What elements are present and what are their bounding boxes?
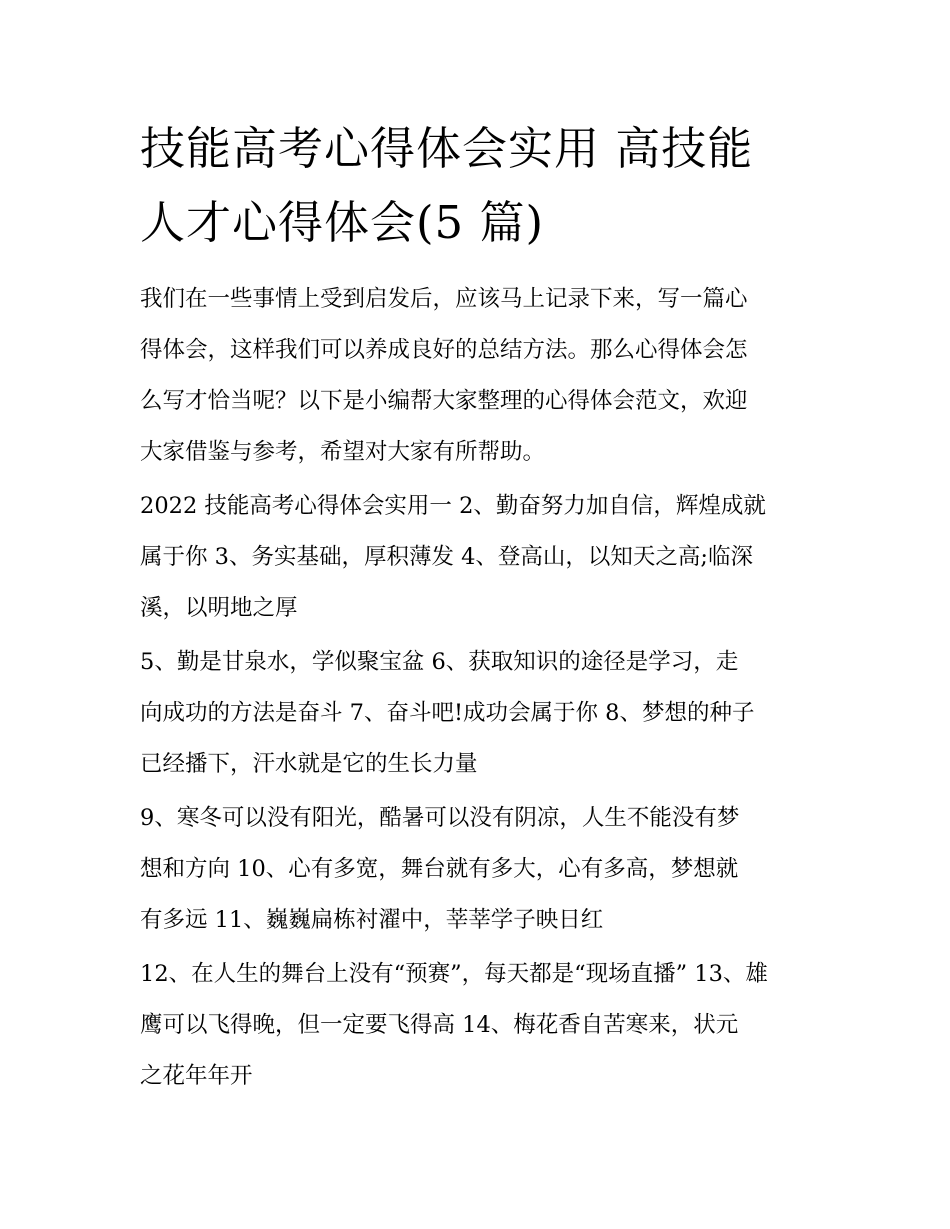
text-line: 想和方向 10、心有多宽，舞台就有多大，心有多高，梦想就 <box>140 856 739 882</box>
text-line: 么写才恰当呢？以下是小编帮大家整理的心得体会范文，欢迎 <box>140 388 748 414</box>
title-line: 人才心得体会(5 篇) <box>140 196 545 249</box>
slogan-paragraph-3 <box>140 793 812 946</box>
text-line: 向成功的方法是奋斗 7、奋斗吧!成功会属于你 8、梦想的种子 <box>140 700 755 726</box>
text-line: 溪，以明地之厚 <box>140 595 298 621</box>
text-line: 属于你 3、务实基础，厚积薄发 4、登高山，以知天之高;临深 <box>140 544 754 570</box>
document-title <box>140 112 812 260</box>
document-body <box>140 112 812 1102</box>
intro-paragraph <box>140 274 812 478</box>
text-line: 9、寒冬可以没有阳光，酷暑可以没有阴凉，人生不能没有梦 <box>140 805 740 831</box>
text-line: 5、勤是甘泉水，学似聚宝盆 6、获取知识的途径是学习，走 <box>140 649 739 675</box>
text-line: 12、在人生的舞台上没有“预赛”，每天都是“现场直播” 13、雄 <box>140 961 768 987</box>
slogan-paragraph-4 <box>140 949 812 1102</box>
slogan-paragraph-2 <box>140 637 812 790</box>
text-line: 我们在一些事情上受到启发后，应该马上记录下来，写一篇心 <box>140 286 748 312</box>
text-line: 2022 技能高考心得体会实用一 2、勤奋努力加自信，辉煌成就 <box>140 493 766 519</box>
text-line: 得体会，这样我们可以养成良好的总结方法。那么心得体会怎 <box>140 337 748 363</box>
title-line: 技能高考心得体会实用 高技能 <box>140 122 754 175</box>
slogan-paragraph-1 <box>140 481 812 634</box>
text-line: 鹰可以飞得晚，但一定要飞得高 14、梅花香自苦寒来，状元 <box>140 1012 739 1038</box>
text-line: 已经播下，汗水就是它的生长力量 <box>140 751 478 777</box>
text-line: 有多远 11、巍巍扁栋衬濯中，莘莘学子映日红 <box>140 907 604 933</box>
text-line: 之花年年开 <box>140 1063 253 1089</box>
text-line: 大家借鉴与参考，希望对大家有所帮助。 <box>140 439 546 465</box>
